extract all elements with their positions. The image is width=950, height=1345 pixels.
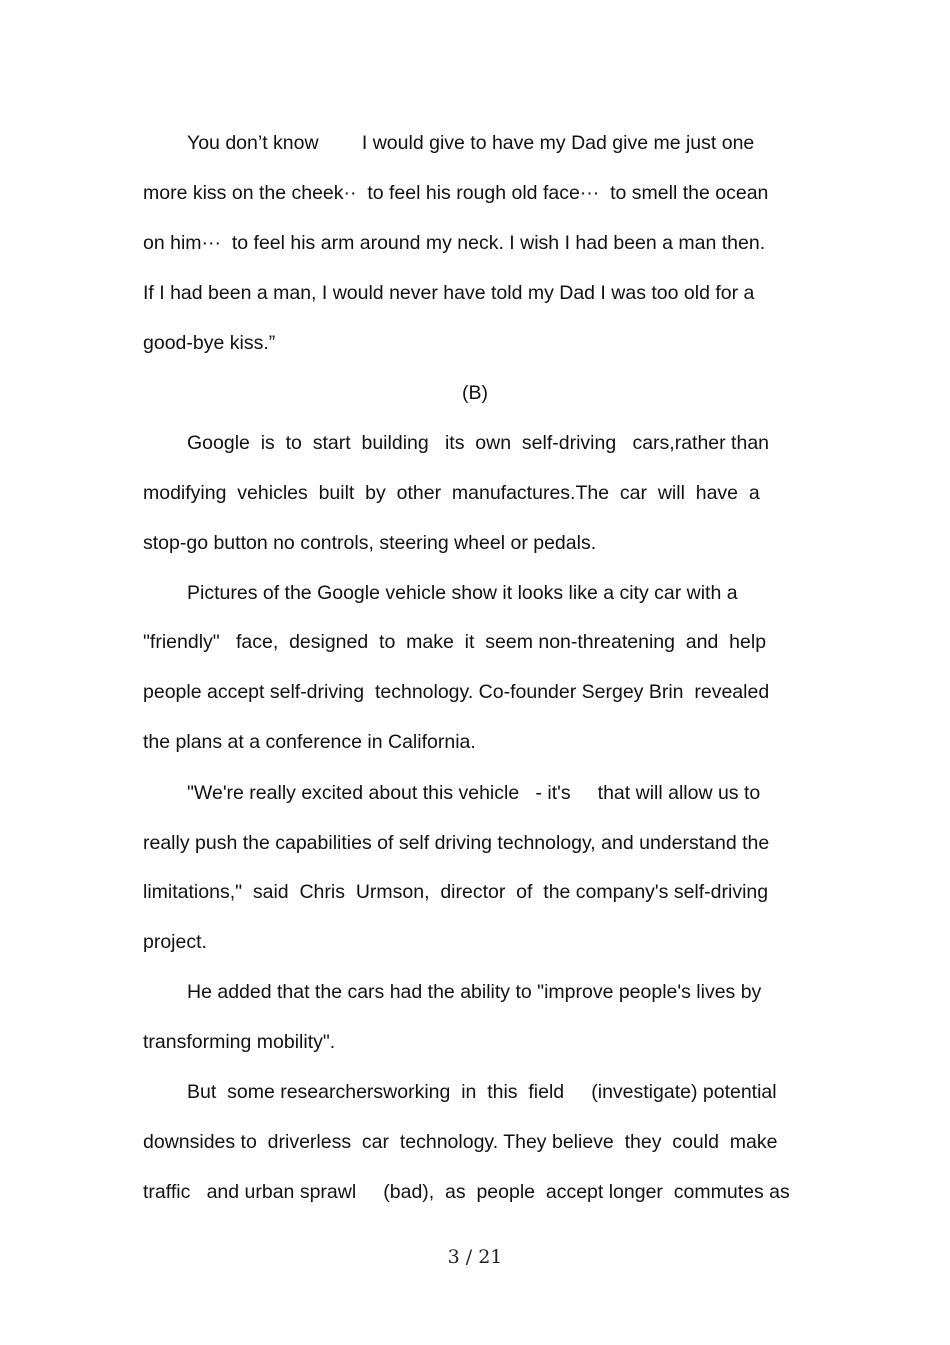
- text-line: Google is to start building its own self-driving cars,rather than: [187, 432, 770, 454]
- text-line: on him··· to feel his arm around my neck. I wish I had been a man then.: [143, 232, 766, 254]
- text-line: traffic and urban sprawl (bad), as people accept longer commutes as: [143, 1181, 790, 1203]
- text-line: stop-go button no controls, steering wheel or pedals.: [143, 532, 597, 554]
- text-line: downsides to driverless car technology. They believe they could make: [143, 1131, 778, 1153]
- text-line: modifying vehicles built by other manufactures.The car will have a: [143, 482, 760, 504]
- text-line: people accept self-driving technology. Co-founder Sergey Brin revealed: [143, 681, 770, 703]
- text-line: Pictures of the Google vehicle show it looks like a city car with a: [187, 582, 738, 604]
- text-line: But some researchersworking in this field (investigate) potential: [187, 1081, 777, 1103]
- text-line: project.: [143, 931, 207, 953]
- page-number: 3 / 21: [447, 1246, 503, 1268]
- text-line: "friendly" face, designed to make it seem non-threatening and help: [143, 631, 767, 653]
- text-line: "We're really excited about this vehicle - it's that will allow us to: [187, 782, 761, 804]
- section-heading: (B): [462, 382, 488, 404]
- text-line: transforming mobility".: [143, 1031, 336, 1053]
- text-line: If I had been a man, I would never have told my Dad I was too old for a: [143, 282, 755, 304]
- text-line: good-bye kiss.”: [143, 332, 276, 354]
- text-line: more kiss on the cheek·· to feel his rough old face··· to smell the ocean: [143, 182, 769, 204]
- text-line: really push the capabilities of self driving technology, and understand the: [143, 832, 770, 854]
- text-line: the plans at a conference in California.: [143, 731, 476, 753]
- text-line: He added that the cars had the ability to "improve people's lives by: [187, 981, 762, 1003]
- text-line: You don’t know I would give to have my Dad give me just one: [187, 132, 755, 154]
- text-line: limitations," said Chris Urmson, director of the company's self-driving: [143, 881, 769, 903]
